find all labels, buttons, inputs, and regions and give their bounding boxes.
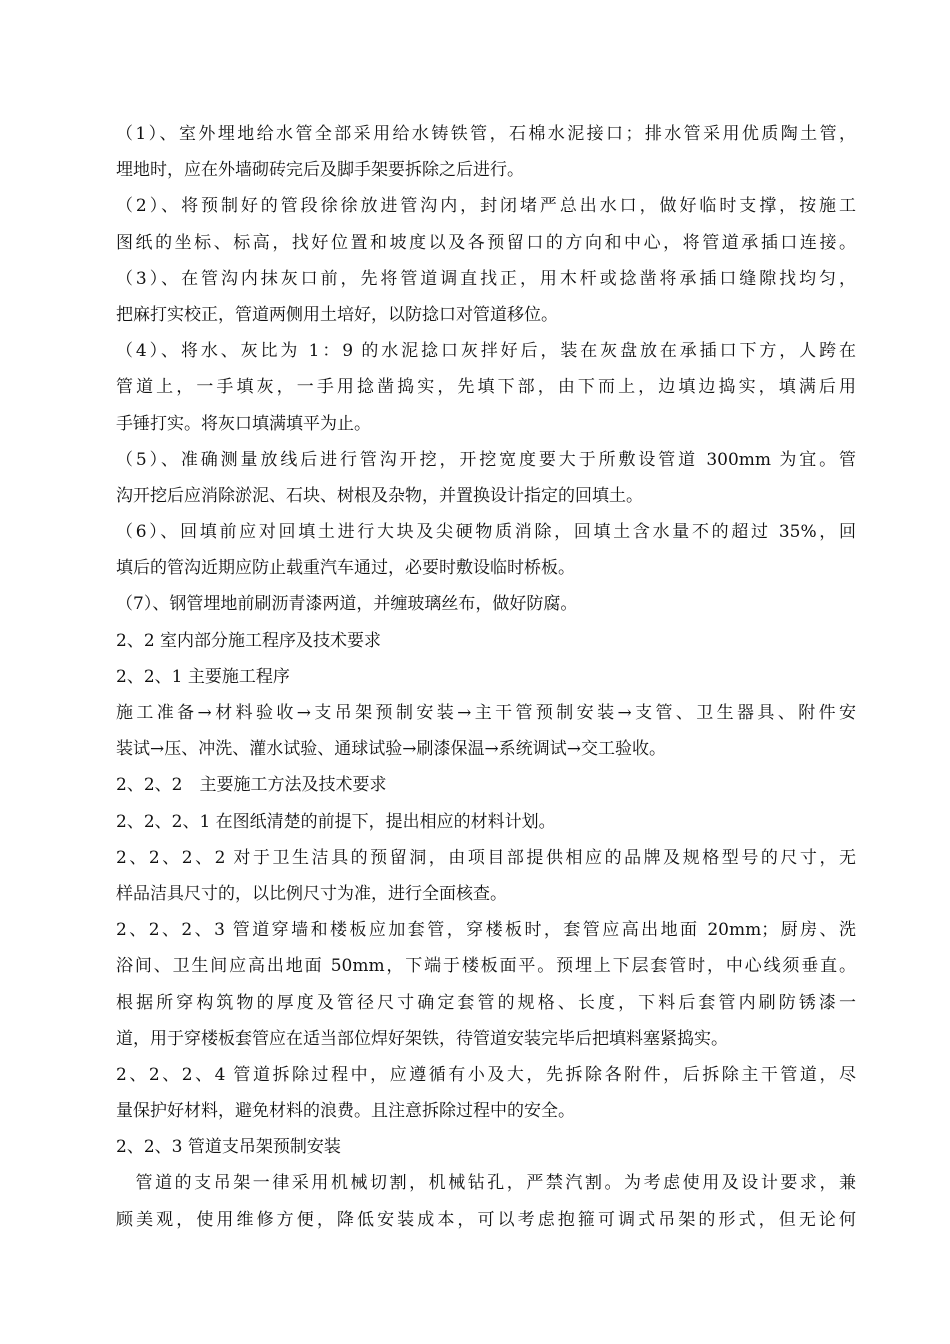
text-line: 施工准备→材料验收→支吊架预制安装→主干管预制安装→支管、卫生器具、附件安: [116, 703, 856, 723]
text-line: 图纸的坐标、标高，找好位置和坡度以及各预留口的方向和中心，将管道承插口连接。: [116, 232, 856, 253]
text-line: 埋地时，应在外墙砌砖完后及脚手架要拆除之后进行。: [116, 160, 524, 181]
text-line: 管道上，一手填灰，一手用捻凿捣实，先填下部，由下而上，边填边捣实，填满后用: [116, 377, 856, 398]
text-line: （7）、钢管埋地前刷沥青漆两道，并缠玻璃丝布，做好防腐。: [116, 594, 578, 615]
text-line: 2、2、2、4 管道拆除过程中，应遵循有小及大，先拆除各附件，后拆除主干管道，尽: [116, 1064, 856, 1085]
text-line: （4）、将水、灰比为 1：9 的水泥捻口灰拌好后，装在灰盘放在承插口下方，人跨在: [116, 341, 856, 362]
text-line: 管道的支吊架一律采用机械切割，机械钻孔，严禁汽割。为考虑使用及设计要求，兼: [116, 1173, 856, 1194]
text-line: 量保护好材料，避免材料的浪费。且注意拆除过程中的安全。: [116, 1101, 575, 1122]
text-line: （3）、在管沟内抹灰口前，先将管道调直找正，用木杆或捻凿将承插口缝隙找均匀，: [116, 268, 856, 289]
text-line: 填后的管沟近期应防止载重汽车通过，必要时敷设临时桥板。: [116, 558, 575, 579]
text-line: （5）、准确测量放线后进行管沟开挖，开挖宽度要大于所敷设管道 300mm 为宜。管: [116, 449, 856, 470]
text-line: （2）、将预制好的管段徐徐放进管沟内，封闭堵严总出水口，做好临时支撑，按施工: [116, 196, 856, 217]
text-line: （1）、室外埋地给水管全部采用给水铸铁管，石棉水泥接口；排水管采用优质陶土管，: [116, 124, 856, 144]
document-body: [116, 116, 856, 1238]
text-line: 装试→压、冲洗、灌水试验、通球试验→刷漆保温→系统调试→交工验收。: [116, 739, 666, 760]
text-line: 根据所穿构筑物的厚度及管径尺寸确定套管的规格、长度，下料后套管内刷防锈漆一: [116, 992, 856, 1013]
text-line: 2、2、1 主要施工程序: [116, 666, 290, 687]
text-line: （6）、回填前应对回填土进行大块及尖硬物质消除，回填土含水量不的超过 35%，回: [116, 522, 856, 543]
text-line: 样品洁具尺寸的，以比例尺寸为准，进行全面核查。: [116, 883, 507, 904]
text-line: 道，用于穿楼板套管应在适当部位焊好架铁，待管道安装完毕后把填料塞紧捣实。: [116, 1028, 728, 1049]
text-line: 2、2、2、2 对于卫生洁具的预留洞，由项目部提供相应的品牌及规格型号的尺寸，无: [116, 847, 856, 868]
text-line: 2、2、3 管道支吊架预制安装: [116, 1137, 341, 1158]
text-line: 手锤打实。将灰口填满填平为止。: [116, 413, 371, 434]
text-line: 2、2 室内部分施工程序及技术要求: [116, 630, 382, 651]
text-line: 2、2、2、1 在图纸清楚的前提下，提出相应的材料计划。: [116, 811, 556, 832]
text-line: 顾美观，使用维修方便，降低安装成本，可以考虑抱箍可调式吊架的形式，但无论何: [116, 1209, 856, 1230]
text-line: 2、2、2、3 管道穿墙和楼板应加套管，穿楼板时，套管应高出地面 20mm；厨房、洗: [116, 920, 856, 941]
text-line: 把麻打实校正，管道两侧用土培好，以防捻口对管道移位。: [116, 304, 558, 325]
text-line: 沟开挖后应消除淤泥、石块、树根及杂物，并置换设计指定的回填土。: [116, 485, 643, 506]
text-line: 浴间、卫生间应高出地面 50mm，下端于楼板面平。预埋上下层套管时，中心线须垂直。: [116, 956, 856, 977]
text-line: 2、2、2 主要施工方法及技术要求: [116, 775, 387, 796]
